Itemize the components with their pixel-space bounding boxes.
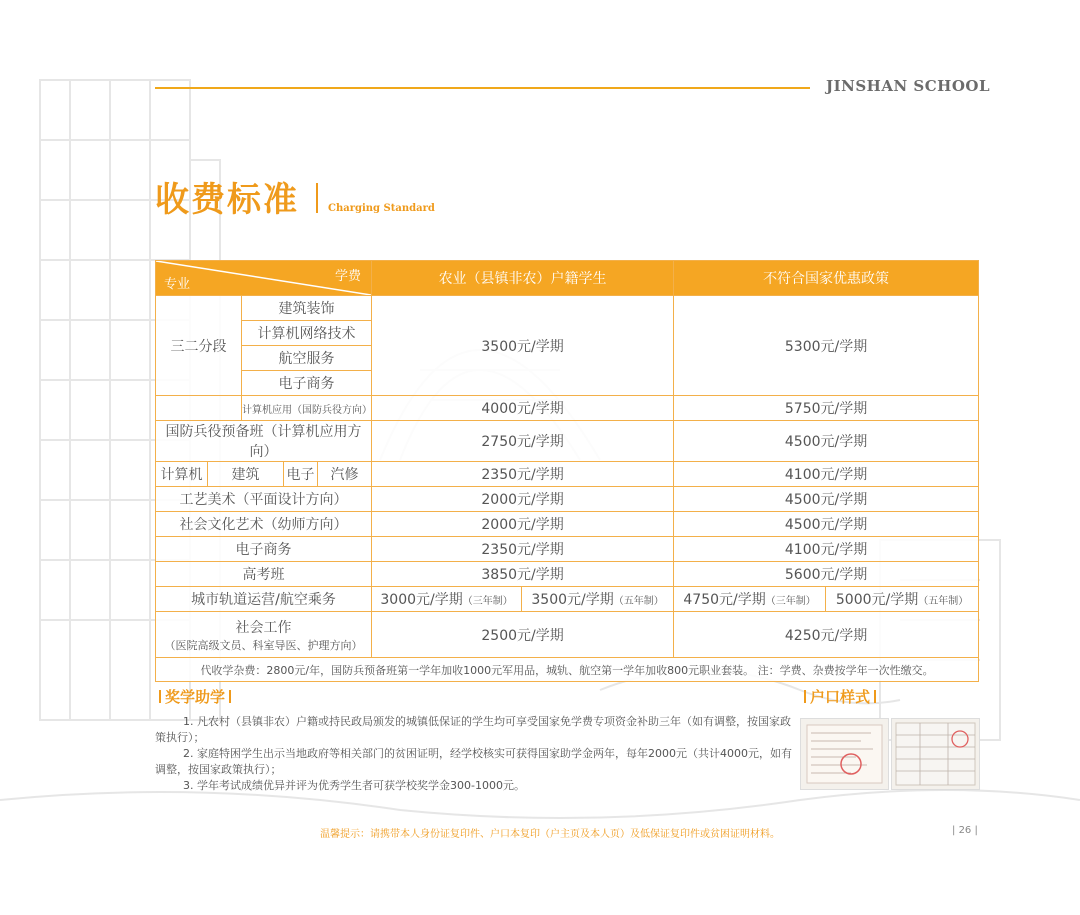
fee-rural-3yr xyxy=(372,587,522,612)
major-label: 电子商务 xyxy=(156,537,372,562)
fee-standard: 4100元/学期 xyxy=(674,537,979,562)
fee-standard: 4500元/学期 xyxy=(674,512,979,537)
fee-standard: 5750元/学期 xyxy=(674,396,979,421)
fee-value: 3000元/学期 xyxy=(380,592,463,608)
hukou-heading-text: 户口样式 xyxy=(810,688,871,706)
major-label: 城市轨道运营/航空乘务 xyxy=(156,587,372,612)
school-name: JINSHAN SCHOOL xyxy=(826,77,991,95)
page-title: 收费标准 xyxy=(155,180,299,220)
fee-rural: 2000元/学期 xyxy=(372,487,674,512)
major-label: 汽修 xyxy=(318,462,372,487)
list-item: 1. 凡农村（县镇非农）户籍或持民政局颁发的城镇低保证的学生均可享受国家免学费专项资金补助三年（如有调整，按国家政策执行）； xyxy=(155,715,791,744)
fee-term-note: （三年制） xyxy=(765,596,816,607)
major-label: 高考班 xyxy=(156,562,372,587)
table-row xyxy=(156,421,979,462)
header-fee-label: 学费 xyxy=(335,269,362,284)
list-item: 2. 家庭特困学生出示当地政府等相关部门的贫困证明，经学校核实可获得国家助学金两年，每年2000元（共计4000元，如有调整，按国家政策执行）； xyxy=(155,747,792,776)
fee-value: 4750元/学期 xyxy=(683,592,766,608)
header-diagonal-cell xyxy=(156,261,372,296)
fee-rural: 2750元/学期 xyxy=(372,421,674,462)
major-label-social xyxy=(156,612,372,658)
fee-standard: 4500元/学期 xyxy=(674,487,979,512)
fee-rural: 3850元/学期 xyxy=(372,562,674,587)
hukou-heading xyxy=(800,686,880,707)
table-row xyxy=(156,562,979,587)
major-sublabel: （医院高级文员、科室导医、护理方向） xyxy=(164,638,363,652)
major-label: 建筑 xyxy=(208,462,284,487)
footer-tip: 温馨提示：请携带本人身份证复印件、户口本复印（户主页及本人页）及低保证复印件或贫困证明材料。 xyxy=(320,829,780,840)
table-row xyxy=(156,587,979,612)
hukou-sample-image xyxy=(800,718,889,790)
table-row xyxy=(156,512,979,537)
table-note-row xyxy=(156,658,979,682)
major-label: 社会工作 xyxy=(235,619,292,636)
fee-standard-5yr xyxy=(826,587,979,612)
major-label: 工艺美术（平面设计方向） xyxy=(156,487,372,512)
table-header-row xyxy=(156,261,979,296)
fee-rural-5yr xyxy=(522,587,674,612)
scholarship-heading-text: 奖学助学 xyxy=(165,688,226,706)
heading-bar xyxy=(874,690,876,703)
heading-bar xyxy=(159,690,161,703)
fee-table xyxy=(155,260,979,682)
title-divider xyxy=(316,183,318,213)
fee-standard: 4100元/学期 xyxy=(674,462,979,487)
table-row xyxy=(156,537,979,562)
fee-rural: 2000元/学期 xyxy=(372,512,674,537)
heading-bar xyxy=(229,690,231,703)
fee-rural: 4000元/学期 xyxy=(372,396,674,421)
fee-standard: 4250元/学期 xyxy=(674,612,979,658)
fee-standard: 4500元/学期 xyxy=(674,421,979,462)
group-item: 电子商务 xyxy=(242,371,372,396)
major-label: 电子 xyxy=(284,462,318,487)
header-col-rural: 农业（县镇非农）户籍学生 xyxy=(372,261,674,296)
page-number: | 26 | xyxy=(952,825,978,836)
hukou-sample-image xyxy=(891,718,980,790)
fee-rural: 2350元/学期 xyxy=(372,537,674,562)
header-major-label: 专业 xyxy=(164,277,191,292)
page-number-value: 26 xyxy=(958,825,972,836)
fee-term-note: （五年制） xyxy=(918,596,969,607)
group-item: 建筑装饰 xyxy=(242,296,372,321)
scholarship-list xyxy=(155,714,795,794)
group-fee-rural: 3500元/学期 xyxy=(372,296,674,396)
header-rule xyxy=(155,87,810,89)
fee-value: 5000元/学期 xyxy=(835,592,919,608)
hukou-sample-images xyxy=(800,718,978,788)
fee-note: 代收学杂费：2800元/年，国防兵预备班第一学年加收1000元军用品，城轨、航空第一学年加收800元职业套装。 注：学费、杂费按学年一次性缴交。 xyxy=(156,658,979,682)
fee-rural: 2350元/学期 xyxy=(372,462,674,487)
table-row xyxy=(156,487,979,512)
group-name: 三二分段 xyxy=(156,296,242,396)
group-item: 航空服务 xyxy=(242,346,372,371)
major-label: 计算机 xyxy=(156,462,208,487)
heading-bar xyxy=(804,690,806,703)
table-row xyxy=(156,462,979,487)
table-row xyxy=(156,396,979,421)
fee-standard-3yr xyxy=(674,587,826,612)
fee-value: 3500元/学期 xyxy=(531,592,614,608)
table-row xyxy=(156,296,979,321)
major-label: 国防兵役预备班（计算机应用方向） xyxy=(156,421,372,462)
fee-standard: 5600元/学期 xyxy=(674,562,979,587)
header-col-standard: 不符合国家优惠政策 xyxy=(674,261,979,296)
fee-rural: 2500元/学期 xyxy=(372,612,674,658)
scholarship-heading xyxy=(155,686,235,707)
group-item: 计算机网络技术 xyxy=(242,321,372,346)
page-title-en: Charging Standard xyxy=(328,203,435,214)
table-row xyxy=(156,612,979,658)
fee-term-note: （三年制） xyxy=(462,596,513,607)
list-item: 3. 学年考试成绩优异并评为优秀学生者可获学校奖学金300-1000元。 xyxy=(183,779,525,792)
group-name-continued xyxy=(156,396,242,421)
fee-term-note: （五年制） xyxy=(613,596,664,607)
major-label: 计算机应用（国防兵役方向） xyxy=(242,396,372,421)
group-fee-standard: 5300元/学期 xyxy=(674,296,979,396)
major-label: 社会文化艺术（幼师方向） xyxy=(156,512,372,537)
